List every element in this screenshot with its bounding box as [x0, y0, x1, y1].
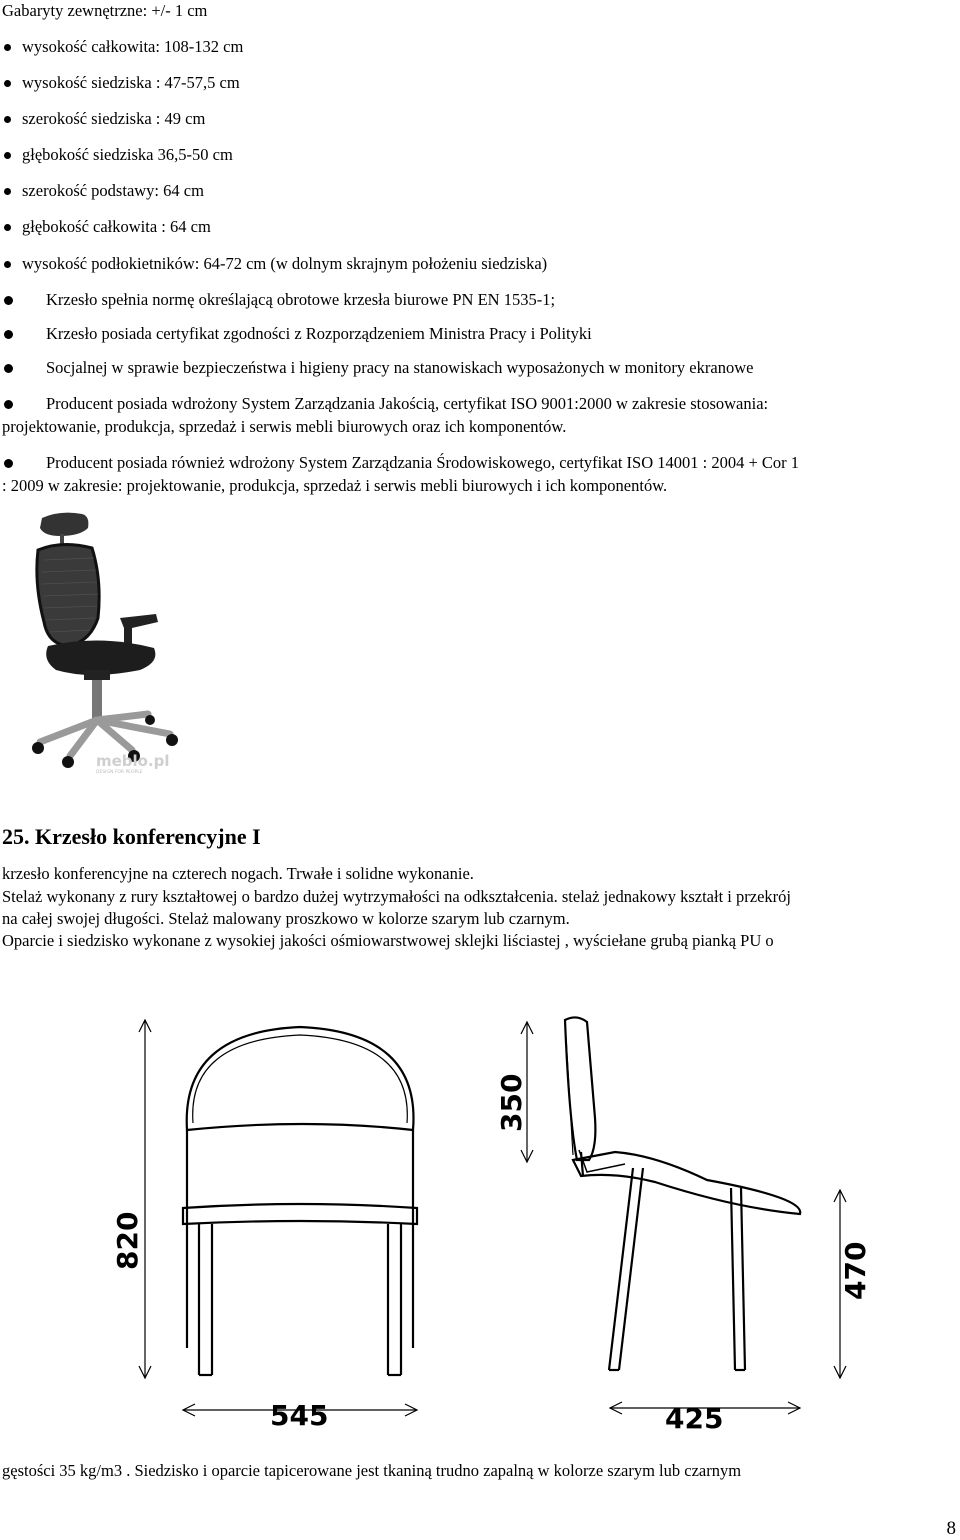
chair-headrest: [40, 513, 88, 536]
bullet-icon: [4, 188, 11, 195]
document-page: Gabaryty zewnętrzne: +/- 1 cm wysokość całkowita: 108-132 cm wysokość siedziska : 47-57,5 cm szerokość siedziska : 49 cm głębokość siedziska 36,5-50 cm szerokość podstawy: 64 cm głębokość całkowita : 64 cm wysokość podłokietników: 64-72 cm (w dolnym skrajnym położeniu siedziska) Krzesło spełnia normę określającą obrotowe krzesła biurowe PN EN 1535-1; Krzesło posiada certyfikat zgodności z Rozporządzeniem Ministra Pracy i Polityki Socjalnej w sprawie bezpieczeństwa i higieny pracy na stanowiskach wyposażonych w monitory ekranowe Producent posiada wdrożony System Zarządzania Jakością, certyfikat ISO 9001:2000 w zakresie stosowania: projektowanie, produkcja, sprzedaż i serwis mebli biurowych oraz ich komponentów. Producent posiada również wdrożony System Zarządzania Środowiskowego, certyfikat ISO 14001 : 2004 + Cor 1 : 2009 w zakresie: projektowanie, produkcja, sprzedaż i serwis mebli biurowych i ich komponentów. meblo.pl DESIGN FOR PEOPLE 25. Krzesło konferencyjne I krzesło konferencyjne na czterech nogach. Trwałe i solidne wykonanie. Stelaż wykonany z rury kształtowej o bardzo dużej wytrzymałości na odkształcenia. stelaż jednakowy kształt i przekrój na całej swojej długości. Stelaż malowany proszkowo w kolorze szarym lub czarnym. Oparcie i siedzisko wykonane z wysokiej jakości ośmiowarstwowej sklejki liściastej , wyściełane grubą pianką PU o 820 545 350 470 425 gęstości 35 kg/m3 . Siedzisko i oparcie tapicerowane jest tkaniną trudno zapalną w kolorze szarym lub czarnym 8: [2, 1, 956, 1539]
bullet-icon: [4, 152, 11, 159]
side-seat: [573, 1152, 800, 1214]
bullet-icon: [4, 400, 13, 409]
iso14001-line1: Producent posiada również wdrożony System Zarządzania Środowiskowego, certyfikat ISO 14001 : 2004 + Cor 1: [46, 453, 800, 472]
chair-seat: [46, 640, 155, 675]
dimensions-header: Gabaryty zewnętrzne: +/- 1 cm: [2, 1, 208, 20]
watermark-logo: meblo.pl: [96, 752, 170, 770]
back-height-label: 350: [495, 1073, 528, 1132]
side-leg-rear: [609, 1168, 633, 1370]
bullet-icon: [4, 80, 11, 87]
chair-gas-lift: [92, 680, 102, 718]
side-depth-label: 425: [665, 1402, 724, 1435]
section-line: na całej swojej długości. Stelaż malowany proszkowo w kolorze szarym lub czarnym.: [2, 909, 570, 928]
front-seat: [183, 1204, 417, 1224]
section-heading: 25. Krzesło konferencyjne I: [2, 824, 261, 849]
seat-height-label: 470: [839, 1241, 872, 1300]
section-line: Stelaż wykonany z rury kształtowej o bardzo dużej wytrzymałości na odkształcenia. stelaż jednakowy kształt i przekrój: [2, 887, 791, 906]
bullet-icon: [4, 364, 13, 373]
iso9001-line2: projektowanie, produkcja, sprzedaż i serwis mebli biurowych oraz ich komponentów.: [2, 417, 567, 436]
chair-mechanism: [84, 670, 110, 680]
front-height-label: 820: [111, 1211, 144, 1270]
bullet-icon: [4, 330, 13, 339]
front-backrest: [187, 1027, 414, 1130]
chair-technical-drawing: [95, 1000, 885, 1440]
bullet-icon: [4, 296, 13, 305]
bullet-icon: [4, 224, 11, 231]
bullet-icon: [4, 261, 11, 268]
footer-text: gęstości 35 kg/m3 . Siedzisko i oparcie tapicerowane jest tkaniną trudno zapalną w kolorze szarym lub czarnym: [2, 1461, 742, 1480]
iso14001-line2: : 2009 w zakresie: projektowanie, produkcja, sprzedaż i serwis mebli biurowych i ich komponentów.: [2, 476, 668, 495]
office-chair-photo: [20, 510, 190, 775]
iso9001-line1: Producent posiada wdrożony System Zarządzania Jakością, certyfikat ISO 9001:2000 w zakresie stosowania:: [46, 394, 769, 413]
section-line: Oparcie i siedzisko wykonane z wysokiej jakości ośmiowarstwowej sklejki liściastej , wyściełane grubą pianką PU o: [2, 931, 774, 950]
bullet-icon: [4, 116, 11, 123]
front-width-label: 545: [270, 1399, 329, 1432]
watermark-tagline: DESIGN FOR PEOPLE: [96, 770, 143, 775]
section-line: krzesło konferencyjne na czterech nogach. Trwałe i solidne wykonanie.: [2, 864, 474, 883]
bullet-icon: [4, 459, 13, 468]
page-number: 8: [946, 1518, 956, 1539]
side-view: [521, 1017, 846, 1414]
side-leg-front: [731, 1188, 735, 1370]
front-view: [139, 1020, 417, 1440]
bullet-icon: [4, 44, 11, 51]
